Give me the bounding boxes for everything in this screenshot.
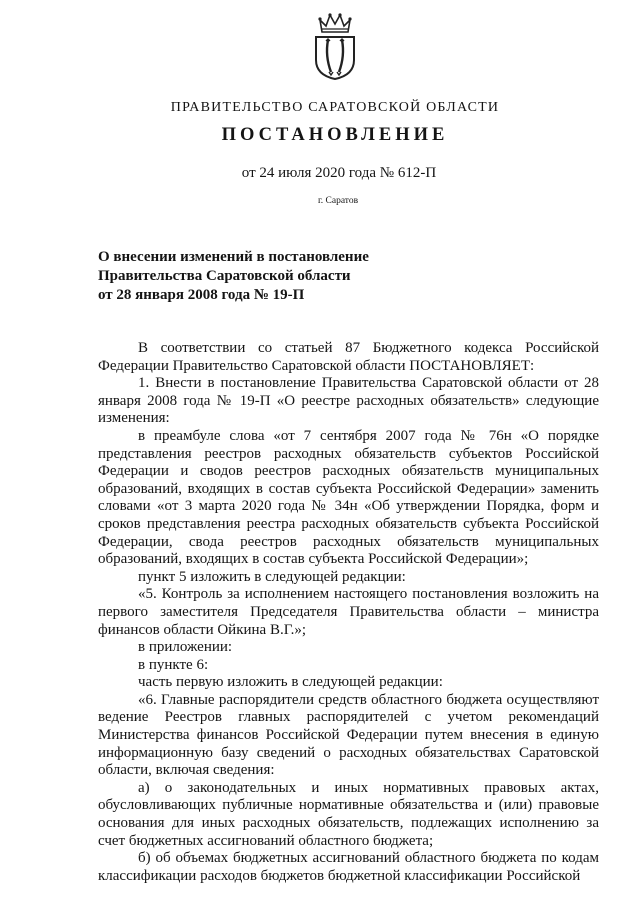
title-line: от 28 января 2008 года № 19-П — [98, 287, 305, 303]
document-type: ПОСТАНОВЛЕНИЕ — [221, 125, 449, 145]
body-paragraph: 1. Внести в постановление Правительства Саратовской области от 28 января 2008 года № 19-П «О реестре расходных обязательств» следующие изменения: — [98, 375, 599, 427]
body-paragraph: В соответствии со статьей 87 Бюджетного кодекса Российской Федерации Правительство Саратовской области ПОСТАНОВЛЯЕТ: — [98, 340, 599, 374]
body-paragraph: «5. Контроль за исполнением настоящего постановления возложить на первого заместителя Председателя Правительства области – министра финансов области Ойкина В.Г.»; — [98, 586, 599, 638]
document-city: г. Саратов — [317, 196, 359, 206]
document-date-number: от 24 июля 2020 года № 612-П — [241, 165, 437, 181]
title-line: Правительства Саратовской области — [98, 268, 351, 284]
body-paragraph: в преамбуле слова «от 7 сентября 2007 года № 76н «О порядке представления реестров расходных обязательств субъектов Российской Федерации и сводов реестров расходных обязательств муниципальных образований, входящих в состав субъекта Российской Федерации» заменить словами «от 3 марта 2020 года № 34н «Об утверждении Порядка, форм и сроков представления реестра расходных обязательств субъекта Российской Федерации, свода реестров расходных обязательств муниципальных образований, входящих в состав субъекта Российской Федерации»; — [98, 427, 599, 568]
government-name: ПРАВИТЕЛЬСТВО САРАТОВСКОЙ ОБЛАСТИ — [170, 100, 500, 115]
body-paragraph: в приложении: — [138, 639, 233, 656]
body-paragraph: «6. Главные распорядители средств областного бюджета осуществляют ведение Реестров главных распорядителей с учетом рекомендаций Министерства финансов Российской Федерации путем внесения в единую информационную базу сведений о расходных обязательствах Саратовской области, включая сведения: — [98, 691, 599, 779]
body-paragraph: часть первую изложить в следующей редакции: — [138, 674, 443, 691]
body-paragraph: в пункте 6: — [138, 656, 209, 673]
document-title — [98, 248, 418, 305]
body-paragraph: а) о законодательных и иных нормативных правовых актах, обусловливающих публичные нормативные обязательства и (или) правовые основания для иных расходных обязательств, подлежащих исполнению за счет бюджетных ассигнований областного бюджета; — [98, 779, 599, 849]
title-line: О внесении изменений в постановление — [98, 249, 369, 265]
coat-of-arms-icon — [313, 12, 357, 80]
body-paragraph: б) об объемах бюджетных ассигнований областного бюджета по кодам классификации расходов бюджетов бюджетной классификации Российской — [98, 850, 599, 884]
document-body — [98, 340, 599, 885]
body-paragraph: пункт 5 изложить в следующей редакции: — [138, 568, 406, 585]
